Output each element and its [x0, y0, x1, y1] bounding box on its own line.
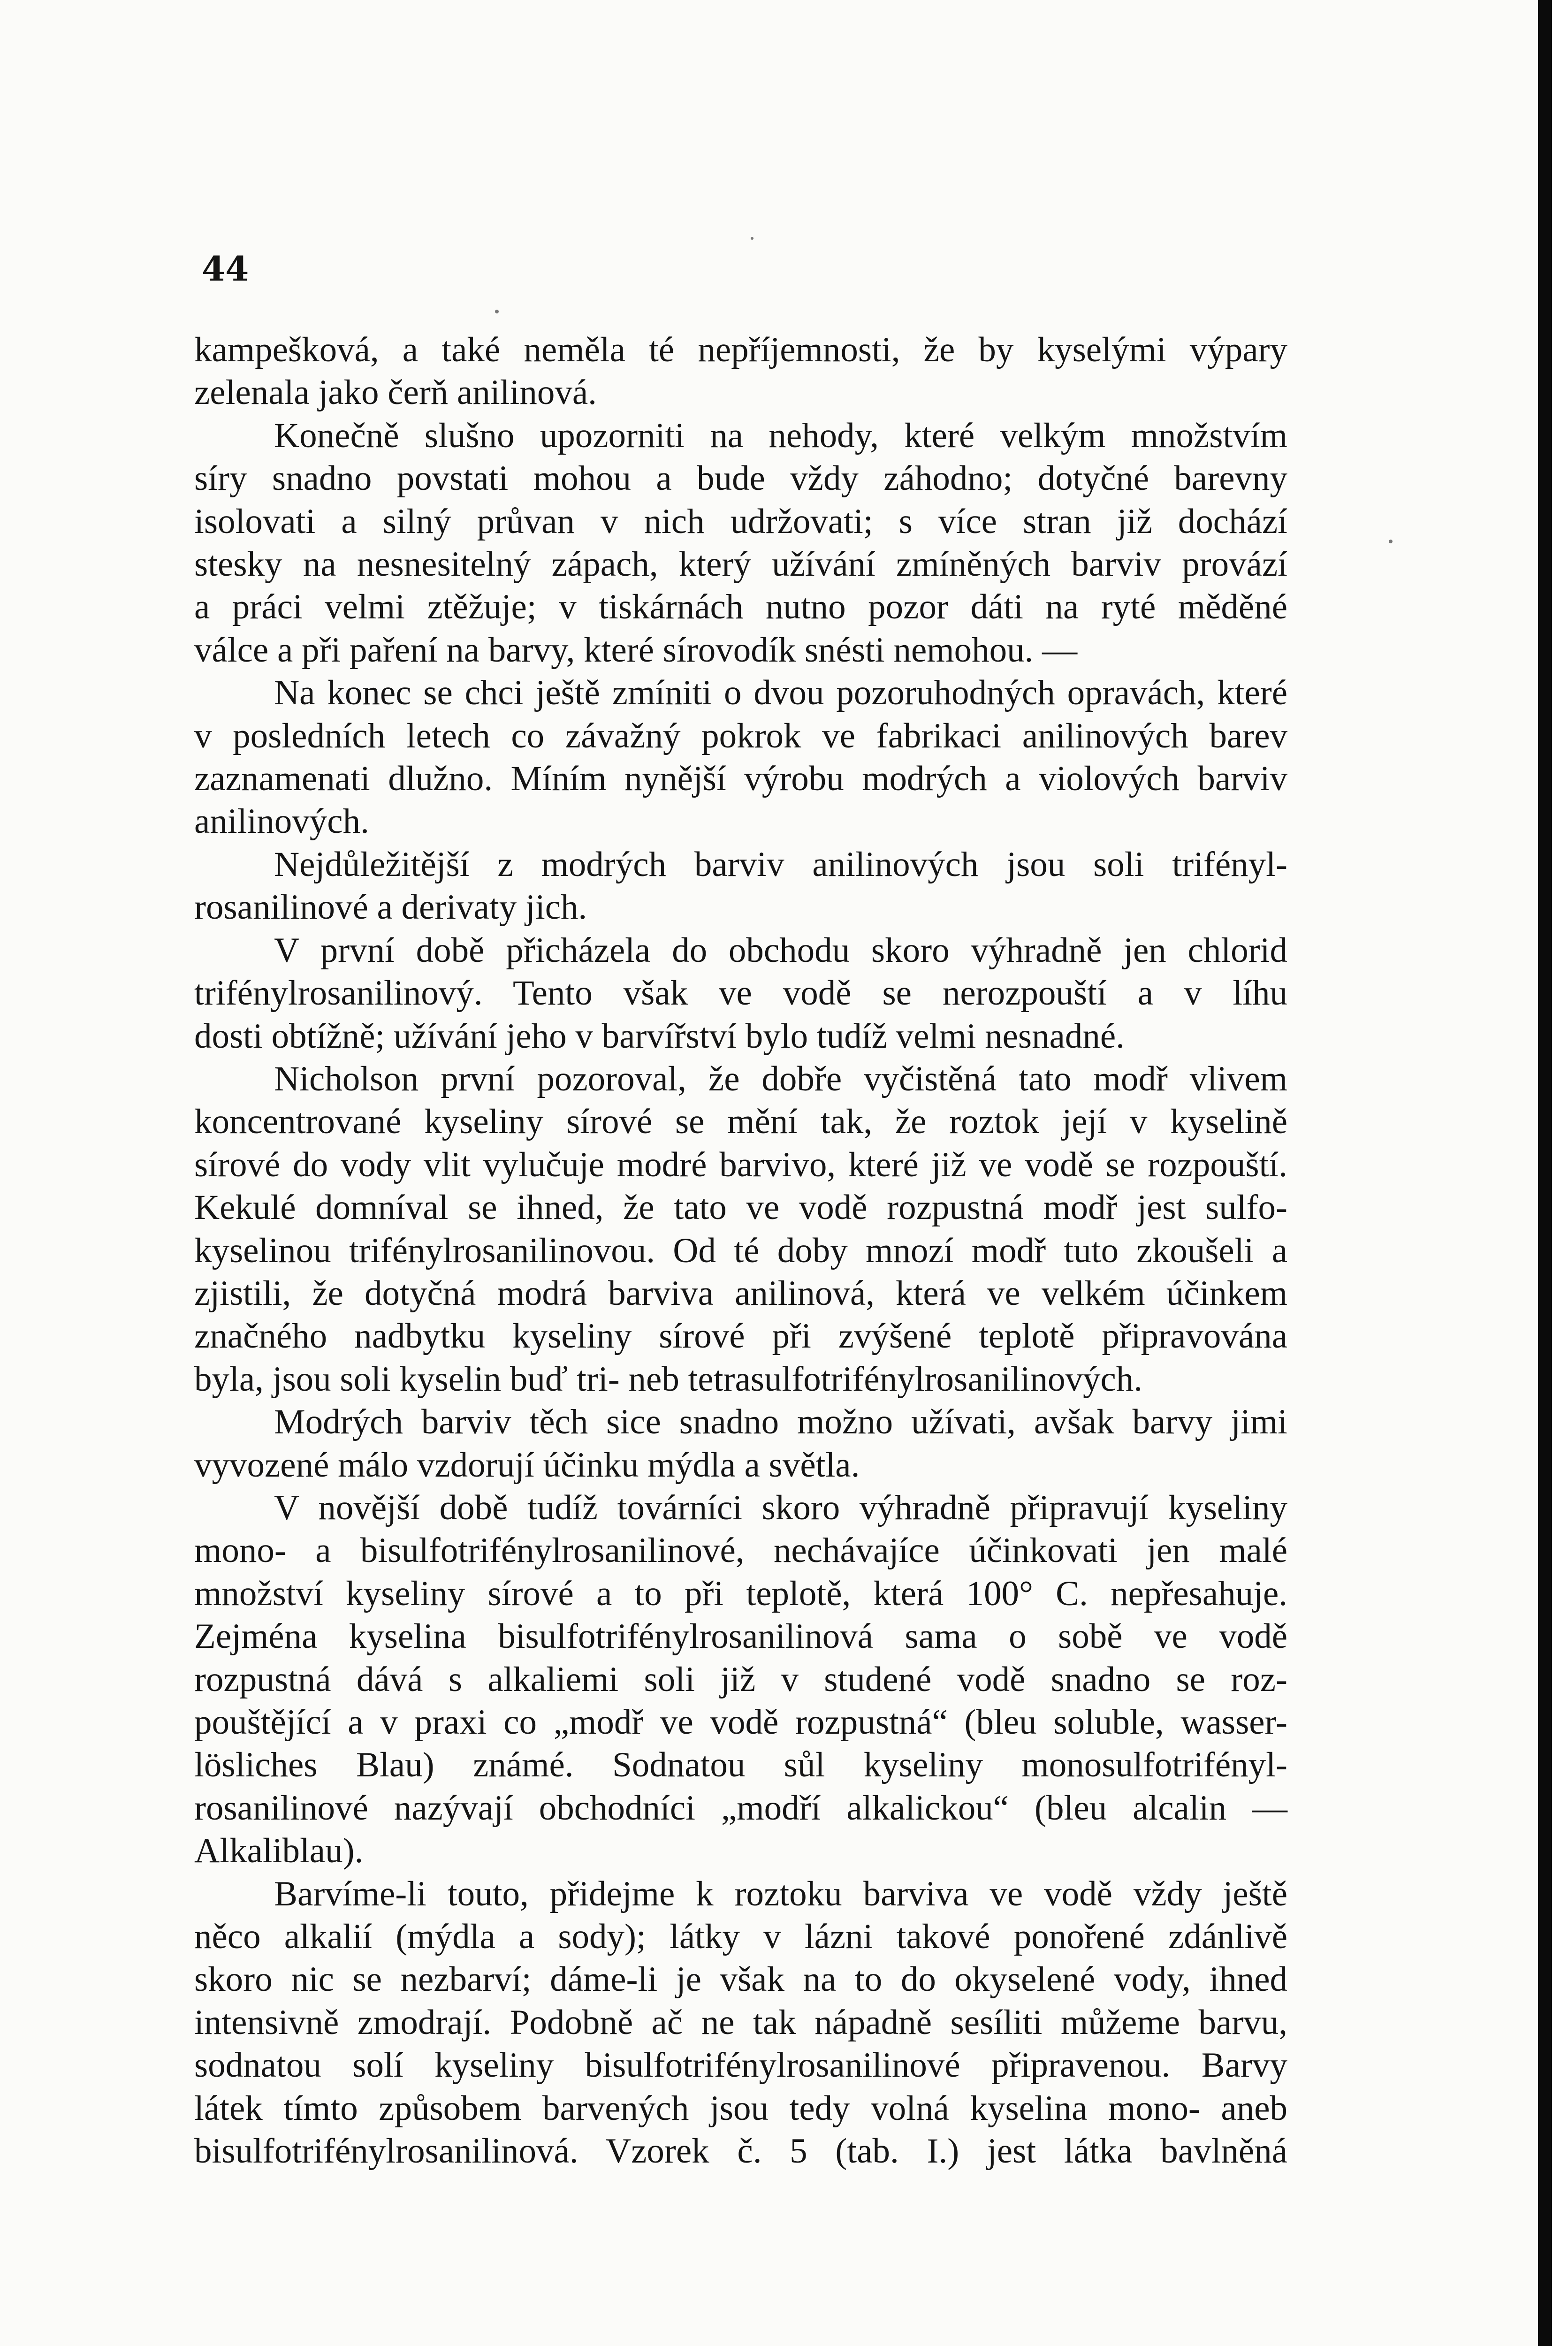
text-line: sírové do vody vlit vylučuje modré barvivo, které již ve vodě se rozpouští. [194, 1145, 1287, 1184]
text-line: množství kyseliny sírové a to při teplotě, která 100° C. nepřesahuje. [194, 1574, 1287, 1613]
text-line: rosanilinové a derivaty jich. [194, 888, 587, 927]
scan-speck [751, 237, 754, 240]
text-line: Zejména kyselina bisulfotrifénylrosanilinová sama o sobě ve vodě [194, 1617, 1287, 1656]
page-edge [1538, 0, 1552, 2346]
text-line: dosti obtížně; užívání jeho v barvířství bylo tudíž velmi nesnadné. [194, 1016, 1125, 1056]
text-line: Barvíme-li touto, přidejme k roztoku barviva ve vodě vždy ještě [274, 1874, 1287, 1913]
text-line: kampešková, a také neměla té nepříjemnosti, že by kyselými výpary [194, 330, 1287, 369]
page-number: 44 [202, 249, 249, 289]
text-line: rosanilinové nazývají obchodníci „modří alkalickou“ (bleu alcalin — [194, 1788, 1287, 1828]
text-line: zaznamenati dlužno. Míním nynější výrobu modrých a violových barviv [194, 759, 1287, 799]
text-line: skoro nic se nezbarví; dáme-li je však na to do okyselené vody, ihned [194, 1960, 1287, 1999]
text-line: kyselinou trifénylrosanilinovou. Od té doby mnozí modř tuto zkoušeli a [194, 1231, 1287, 1270]
text-line: pouštějící a v praxi co „modř ve vodě rozpustná“ (bleu soluble, wasser- [194, 1703, 1287, 1742]
text-line: Nejdůležitější z modrých barviv anilinových jsou soli trifényl- [274, 845, 1287, 884]
text-line: mono- a bisulfotrifénylrosanilinové, nechávajíce účinkovati jen malé [194, 1531, 1287, 1570]
text-line: intensivně zmodrají. Podobně ač ne tak nápadně sesíliti můžeme barvu, [194, 2003, 1287, 2042]
text-line: Modrých barviv těch sice snadno možno užívati, avšak barvy jimi [274, 1402, 1287, 1442]
text-line: Kekulé domníval se ihned, že tato ve vodě rozpustná modř jest sulfo- [194, 1188, 1287, 1227]
text-line: lösliches Blau) známé. Sodnatou sůl kyseliny monosulfotrifényl- [194, 1745, 1287, 1785]
text-line: značného nadbytku kyseliny sírové při zvýšené teplotě připravována [194, 1317, 1287, 1356]
text-line: sodnatou solí kyseliny bisulfotrifénylrosanilinové připravenou. Barvy [194, 2046, 1287, 2085]
text-line: vyvozené málo vzdorují účinku mýdla a světla. [194, 1445, 860, 1485]
page-margin [1552, 0, 1568, 2346]
text-line: isolovati a silný průvan v nich udržovati; s více stran již dochází [194, 502, 1287, 541]
text-line: látek tímto způsobem barvených jsou tedy volná kyselina mono- aneb [194, 2088, 1287, 2128]
scan-speck [1389, 540, 1393, 543]
text-line: stesky na nesnesitelný zápach, který užívání zmíněných barviv provází [194, 545, 1287, 584]
text-line: Nicholson první pozoroval, že dobře vyčistěná tato modř vlivem [274, 1059, 1287, 1098]
text-line: byla, jsou soli kyselin buď tri- neb tetrasulfotrifénylrosanilinových. [194, 1359, 1143, 1399]
text-line: rozpustná dává s alkaliemi soli již v studené vodě snadno se roz- [194, 1660, 1287, 1699]
text-line: Na konec se chci ještě zmíniti o dvou pozoruhodných opravách, které [274, 673, 1287, 713]
text-line: bisulfotrifénylrosanilinová. Vzorek č. 5 (tab. I.) jest látka bavlněná [194, 2132, 1287, 2171]
body-text [194, 328, 1287, 2172]
text-line: a práci velmi ztěžuje; v tiskárnách nutno pozor dáti na ryté měděné [194, 587, 1287, 627]
text-line: v posledních letech co závažný pokrok ve fabrikaci anilinových barev [194, 716, 1287, 755]
text-line: trifénylrosanilinový. Tento však ve vodě se nerozpouští a v líhu [194, 974, 1287, 1013]
text-line: síry snadno povstati mohou a bude vždy záhodno; dotyčné barevny [194, 459, 1287, 498]
text-line: Konečně slušno upozorniti na nehody, které velkým množstvím [274, 416, 1287, 455]
text-line: zjistili, že dotyčná modrá barviva anilinová, která ve velkém účinkem [194, 1273, 1287, 1313]
text-line: něco alkalií (mýdla a sody); látky v lázni takové ponořené zdánlivě [194, 1917, 1287, 1957]
text-line: válce a při paření na barvy, které sírovodík snésti nemohou. — [194, 630, 1078, 670]
text-line: koncentrované kyseliny sírové se mění tak, že roztok její v kyselině [194, 1102, 1287, 1142]
text-line: anilinových. [194, 802, 369, 841]
text-line: V novější době tudíž továrníci skoro výhradně připravují kyseliny [274, 1488, 1287, 1527]
text-line: V první době přicházela do obchodu skoro výhradně jen chlorid [274, 930, 1287, 970]
text-line: zelenala jako čerň anilinová. [194, 373, 597, 412]
text-line: Alkaliblau). [194, 1831, 364, 1871]
scan-speck [495, 310, 499, 313]
